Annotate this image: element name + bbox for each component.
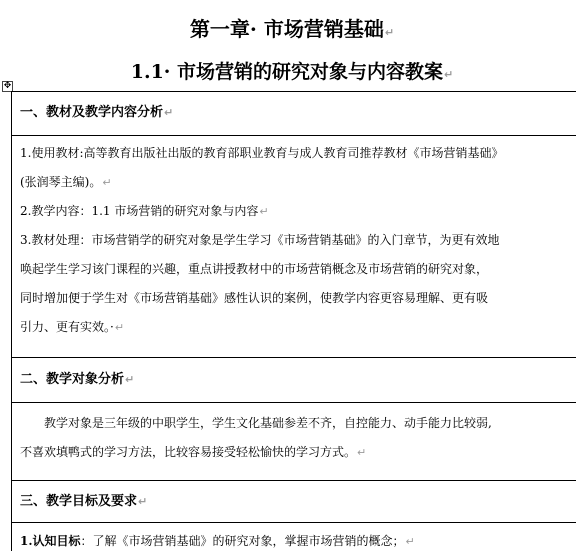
section-heading: 二、教学对象分析↵	[20, 372, 135, 387]
content-line: (张润琴主编)。↵	[20, 175, 112, 189]
section-heading-row	[12, 92, 576, 135]
table-move-handle-icon[interactable]: ✥	[3, 81, 12, 91]
section-heading-row	[12, 357, 576, 402]
section-heading: 一、教材及教学内容分析↵	[20, 105, 174, 120]
goal-label: 1.认知目标	[20, 534, 81, 548]
content-line: 2.教学内容：1.1 市场营销的研究对象与内容↵	[20, 204, 269, 218]
section-heading: 三、教学目标及要求↵	[20, 494, 148, 509]
goal-text: ：了解《市场营销基础》的研究对象，掌握市场营销的概念；	[80, 534, 405, 548]
content-line: 1.认知目标：了解《市场营销基础》的研究对象，掌握市场营销的概念；↵	[20, 534, 415, 548]
content-line: 1.使用教材:高等教育出版社出版的教育部职业教育与成人教育司推荐教材《市场营销基础》	[20, 146, 504, 160]
chapter-title: 第一章· 市场营销基础↵	[189, 17, 395, 41]
content-line: 同时增加便于学生对《市场营销基础》感性认识的案例，使教学内容更容易理解、更有吸	[20, 291, 489, 305]
section-heading-row	[12, 480, 576, 522]
section-body-row	[12, 522, 576, 551]
content-line: 不喜欢填鸭式的学习方法，比较容易接受轻松愉快的学习方式。↵	[20, 445, 367, 459]
section-body-row	[12, 135, 576, 357]
content-line: 3.教材处理：市场营销学的研究对象是学生学习《市场营销基础》的入门章节，为更有效地	[20, 233, 500, 247]
lesson-title: 1.1· 市场营销的研究对象与内容教案↵	[130, 61, 454, 83]
section-body-row	[12, 402, 576, 480]
lesson-plan-table	[11, 91, 576, 551]
content-line: 引力、更有实效。·↵	[20, 320, 125, 334]
content-line: 唤起学生学习该门课程的兴趣，重点讲授教材中的市场营销概念及市场营销的研究对象，	[20, 262, 489, 276]
paragraph-mark: ↵	[384, 26, 395, 39]
paragraph-mark: ↵	[444, 68, 454, 81]
content-line: 教学对象是三年级的中职学生，学生文化基础参差不齐，自控能力、动手能力比较弱,	[44, 416, 492, 430]
